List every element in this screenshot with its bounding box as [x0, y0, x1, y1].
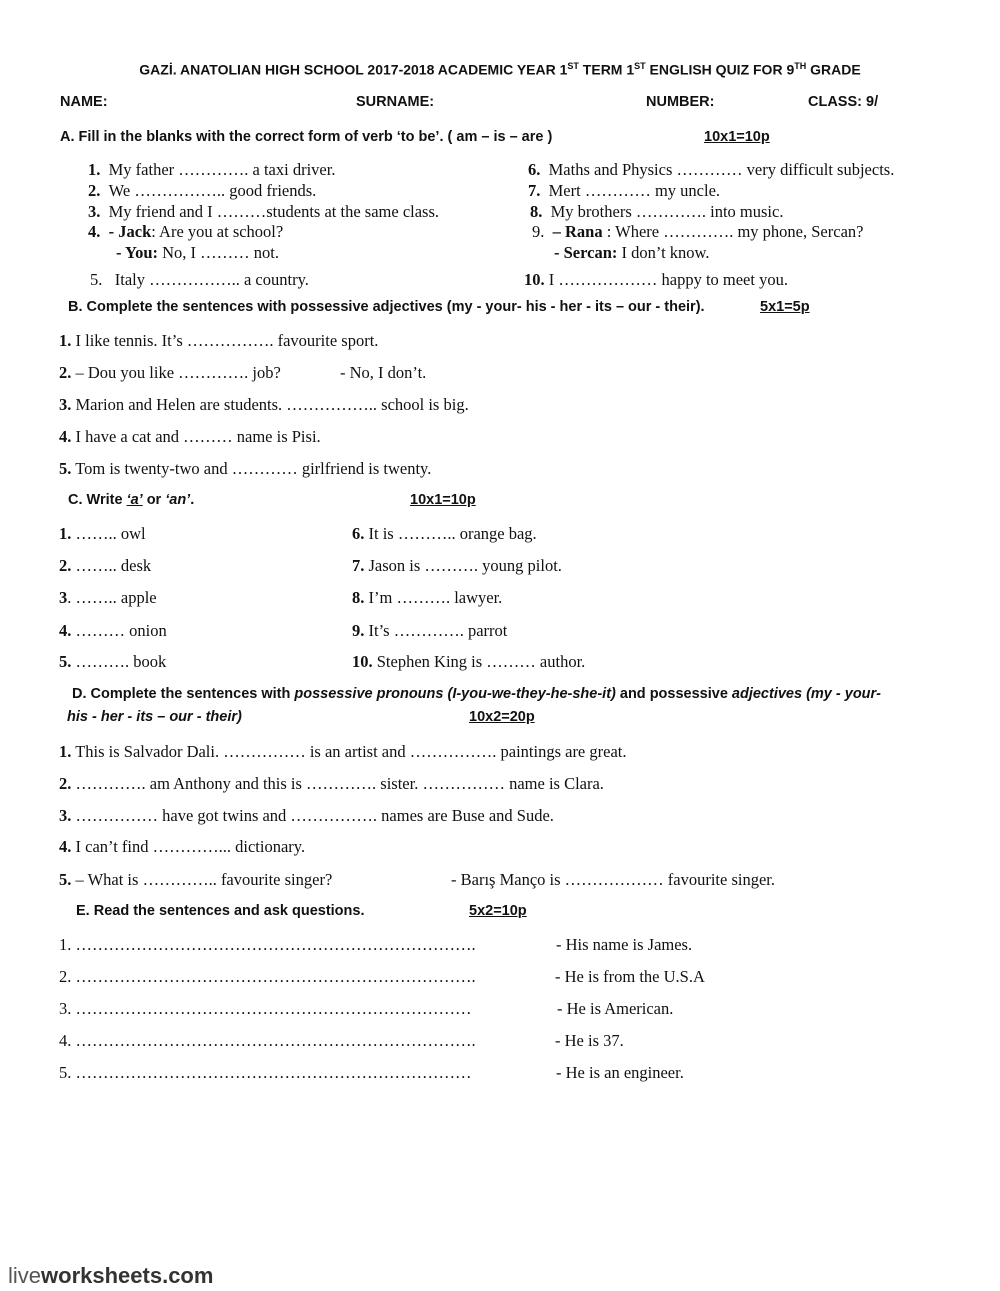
- answer-e2: - He is from the U.S.A: [555, 967, 705, 986]
- question-a8: 8. My brothers …………. into music.: [530, 202, 784, 221]
- question-c4: 4. ……… onion: [59, 621, 167, 640]
- question-d3: 3. …………… have got twins and ……………. names are Buse and Sude.: [59, 806, 554, 825]
- question-b2-answer: - No, I don’t.: [340, 363, 427, 382]
- section-d-score: 10x2=20p: [469, 709, 535, 725]
- question-a4: 4. - Jack: Are you at school?: [88, 222, 284, 241]
- question-b1: 1. I like tennis. It’s ……………. favourite sport.: [59, 331, 379, 350]
- answer-e3: - He is American.: [557, 999, 674, 1018]
- question-a2: 2. We …………….. good friends.: [88, 181, 317, 200]
- question-a10: 10. I ……………… happy to meet you.: [524, 270, 788, 289]
- section-a-heading: A. Fill in the blanks with the correct form of verb ‘to be’. ( am – is – are ): [60, 129, 553, 145]
- surname-label: SURNAME:: [356, 94, 435, 110]
- question-d5: 5. – What is ………….. favourite singer?: [59, 870, 333, 889]
- section-c-heading: C. Write ‘a’ or ‘an’.: [68, 492, 195, 508]
- question-e2: 2. ……………………………………………………………….: [59, 967, 476, 986]
- number-label: NUMBER:: [646, 94, 715, 110]
- question-c2: 2. …….. desk: [59, 556, 152, 575]
- question-c9: 9. It’s …………. parrot: [352, 621, 508, 640]
- section-d-heading-line2: his - her - its – our - their): [67, 709, 242, 725]
- question-a6: 6. Maths and Physics ………… very difficult subjects.: [528, 160, 895, 179]
- question-a3: 3. My friend and I ………students at the same class.: [88, 202, 440, 221]
- question-b3: 3. Marion and Helen are students. …………….. school is big.: [59, 395, 469, 414]
- section-c-score: 10x1=10p: [410, 492, 476, 508]
- question-e3: 3. ………………………………………………………………: [59, 999, 472, 1018]
- question-d4: 4. I can’t find …………... dictionary.: [59, 837, 306, 856]
- question-e4: 4. ……………………………………………………………….: [59, 1031, 476, 1050]
- answer-e1: - His name is James.: [556, 935, 693, 954]
- question-a1: 1. My father …………. a taxi driver.: [88, 160, 336, 179]
- question-b5: 5. Tom is twenty-two and ………… girlfriend is twenty.: [59, 459, 432, 478]
- class-label: CLASS: 9/: [808, 94, 879, 110]
- question-a4-answer: - You: No, I ……… not.: [116, 243, 280, 262]
- question-e5: 5. ………………………………………………………………: [59, 1063, 472, 1082]
- question-a5: 5. Italy …………….. a country.: [90, 270, 309, 289]
- question-a9: 9. – Rana : Where …………. my phone, Sercan?: [532, 222, 864, 241]
- section-e-score: 5x2=10p: [469, 903, 527, 919]
- question-d5-answer: - Barış Manço is ……………… favourite singer.: [451, 870, 775, 889]
- question-e1: 1. ……………………………………………………………….: [59, 935, 476, 954]
- question-c5: 5. ………. book: [59, 652, 167, 671]
- question-c7: 7. Jason is ………. young pilot.: [352, 556, 562, 575]
- question-a7: 7. Mert ………… my uncle.: [528, 181, 721, 200]
- question-c1: 1. …….. owl: [59, 524, 146, 543]
- question-c8: 8. I’m ………. lawyer.: [352, 588, 503, 607]
- question-b4: 4. I have a cat and ……… name is Pisi.: [59, 427, 321, 446]
- question-a9-answer: - Sercan: I don’t know.: [554, 243, 710, 262]
- section-a-score: 10x1=10p: [704, 129, 770, 145]
- question-c3: 3. …….. apple: [59, 588, 157, 607]
- question-b2: 2. – Dou you like …………. job?: [59, 363, 281, 382]
- page-title: GAZİ. ANATOLIAN HIGH SCHOOL 2017-2018 ACADEMIC YEAR 1ST TERM 1ST ENGLISH QUIZ FOR 9TH GRADE: [139, 61, 861, 78]
- answer-e4: - He is 37.: [555, 1031, 624, 1050]
- section-d-heading: D. Complete the sentences with possessive pronouns (I-you-we-they-he-she-it) and possessive adjectives (my - your-: [72, 686, 881, 702]
- liveworksheets-logo[interactable]: liveworksheets.com: [8, 1263, 214, 1288]
- answer-e5: - He is an engineer.: [556, 1063, 684, 1082]
- section-b-heading: B. Complete the sentences with possessive adjectives (my - your- his - her - its – our - their).: [68, 299, 705, 315]
- question-d2: 2. …………. am Anthony and this is …………. sister. …………… name is Clara.: [59, 774, 604, 793]
- section-b-score: 5x1=5p: [760, 299, 810, 315]
- section-e-heading: E. Read the sentences and ask questions.: [76, 903, 365, 919]
- name-label: NAME:: [60, 94, 108, 110]
- question-c6: 6. It is ……….. orange bag.: [352, 524, 537, 543]
- question-d1: 1. This is Salvador Dali. …………… is an artist and ……………. paintings are great.: [59, 742, 627, 761]
- question-c10: 10. Stephen King is ……… author.: [352, 652, 586, 671]
